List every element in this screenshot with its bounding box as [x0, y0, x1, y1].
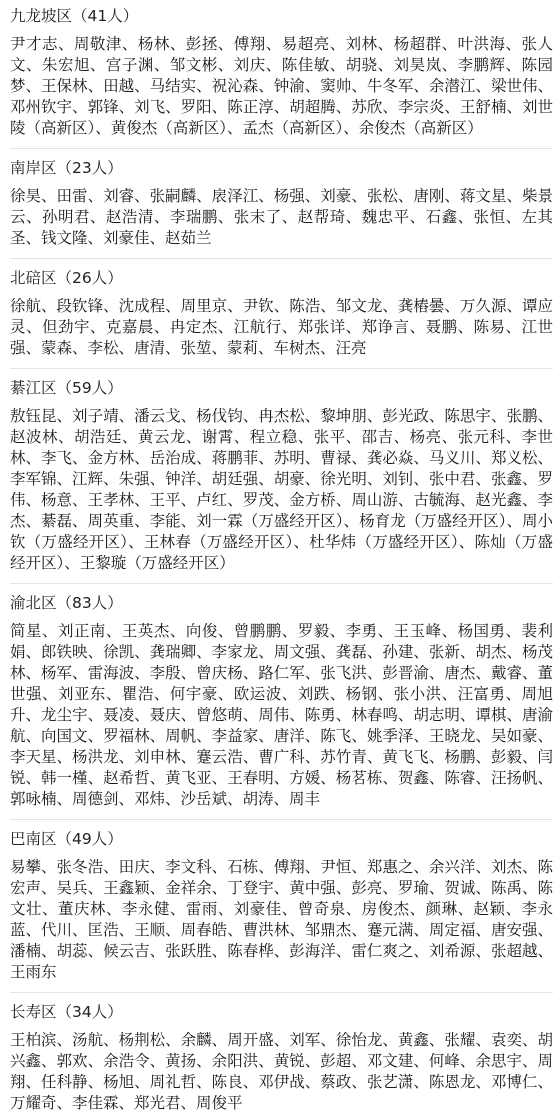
divider	[10, 992, 553, 993]
name-list: 徐航、段钦锋、沈成程、周里京、尹钦、陈浩、邹文龙、龚樁曇、万久源、谭应灵、但劲宇、克嘉晨、冉定杰、江航行、郑张详、郑诤言、聂鹏、陈易、江世强、蒙森、李松、唐清、张堃、蒙莉、车树杰、汪亮	[10, 297, 553, 357]
name-list: 徐昊、田雷、刘睿、张嗣麟、扆泽江、杨强、刘豪、张松、唐刚、蒋文星、柴景云、孙明君、赵浩清、李瑞鹏、张末了、赵帮琦、魏忠平、石鑫、张恒、左其圣、钱文隆、刘豪佳、赵茹兰	[10, 187, 553, 247]
section-yubei	[10, 591, 553, 810]
section-heading: 巴南区（49人）	[10, 830, 123, 848]
name-list: 简星、刘正南、王英杰、向俊、曾鹏鹏、罗毅、李勇、王玉峰、杨国勇、裴利娟、郎铁映、徐凯、龚瑞卿、李家龙、周文强、龚磊、孙建、张新、胡杰、杨茂林、杨军、雷海波、李殷、曾庆杨、路仁军、张飞洪、彭晋渝、唐杰、戴睿、董世强、刘亚东、瞿浩、何宇豪、欧运波、刘跌、杨钢、张小洪、汪富勇、周旭升、龙尘宇、聂凌、聂庆、曾悠萌、周伟、陈勇、林春鸣、胡志明、谭棋、唐渝航、向国文、罗福林、周帆、李益家、唐洋、陈飞、姚季泽、王晓龙、吴如豪、李天星、杨洪龙、刘申林、蹇云浩、曹广科、苏竹青、黄飞飞、杨鹏、彭毅、闫锐、韩一槿、赵希哲、黄飞亚、王春明、方媛、杨茗栋、贺鑫、陈睿、汪扬帆、郭咏楠、周德剑、邓炜、沙岳斌、胡涛、周丰	[10, 622, 553, 808]
section-banan	[10, 827, 553, 983]
name-list: 尹才志、周敬津、杨林、彭拯、傅翔、易超亮、刘林、杨超群、叶洪海、张人文、朱宏旭、宫子渊、邹文彬、刘庆、陈佳敏、胡骁、刘昊岚、李鹏辉、陈园梦、王保林、田越、马结实、祝沁森、钟渝、窦帅、牛冬军、余潜江、梁世伟、邓州钦宇、郭锋、刘飞、罗阳、陈正淳、胡超腾、苏欣、李宗炎、王舒楠、刘世陵（高新区）、黄俊杰（高新区）、孟杰（高新区）、余俊杰（高新区）	[10, 35, 553, 137]
divider	[10, 148, 553, 149]
section-heading: 九龙坡区（41人）	[10, 7, 139, 25]
section-heading: 北碚区（26人）	[10, 269, 123, 287]
name-list: 敖钰昆、刘子靖、潘云戈、杨伐钧、冉杰松、黎坤朋、彭光政、陈思宇、张鹏、赵波林、胡浩廷、黄云龙、谢霄、程立稳、张平、邵吉、杨亮、张元科、李世林、李飞、金方林、岳治成、蒋鹏菲、苏明、曹禄、龚必焱、马义川、郑义松、李军锦、江辉、朱强、钟洋、胡廷强、胡豪、徐光明、刘钊、张中君、张鑫、罗伟、杨意、王孝林、王平、卢红、罗茂、金方桥、周山游、古毓海、赵光鑫、李杰、綦磊、周英重、李能、刘一霖（万盛经开区）、杨育龙（万盛经开区）、周小钦（万盛经开区）、王林春（万盛经开区）、杜华炜（万盛经开区）、陈灿（万盛经开区）、王黎璇（万盛经开区）	[10, 407, 553, 572]
section-heading: 綦江区（59人）	[10, 379, 123, 397]
divider	[10, 258, 553, 259]
section-beibei	[10, 266, 553, 359]
divider	[10, 583, 553, 584]
section-heading: 长寿区（34人）	[10, 1003, 123, 1021]
section-nanan	[10, 156, 553, 249]
section-jiulongpo	[10, 4, 553, 139]
divider	[10, 819, 553, 820]
name-list: 王柏滨、汤航、杨荆松、余麟、周开盛、刘军、徐怡龙、黄鑫、张耀、袁奕、胡兴鑫、郭欢、余浩令、黄扬、余阳洪、黄锐、彭超、邓文建、何峰、余思宇、周翔、任科静、杨旭、周礼哲、陈良、邓伊战、蔡政、张艺潇、陈恩龙、邓博仁、万耀奇、李佳霖、郑光君、周俊平	[10, 1031, 553, 1112]
section-heading: 南岸区（23人）	[10, 159, 123, 177]
divider	[10, 368, 553, 369]
section-heading: 渝北区（83人）	[10, 594, 123, 612]
section-changshou	[10, 1000, 553, 1114]
section-qijiang	[10, 376, 553, 574]
name-list: 易攀、张冬浩、田庆、李文科、石栋、傅翔、尹恒、郑惠之、余兴洋、刘杰、陈宏声、吴兵、王鑫颖、金祥余、丁登宇、黄中强、彭亮、罗瑜、贺诚、陈禹、陈文壮、董庆林、李永健、雷雨、刘豪佳、曾奇泉、房俊杰、颜琳、赵颖、李永蓝、代川、匡浩、王顺、周春皓、曹洪林、邹鼎杰、蹇元满、周定福、唐安强、潘楠、胡蕊、候云吉、张跃胜、陈春桦、彭海洋、雷仁爽之、刘希源、张超越、王雨东	[10, 858, 553, 981]
